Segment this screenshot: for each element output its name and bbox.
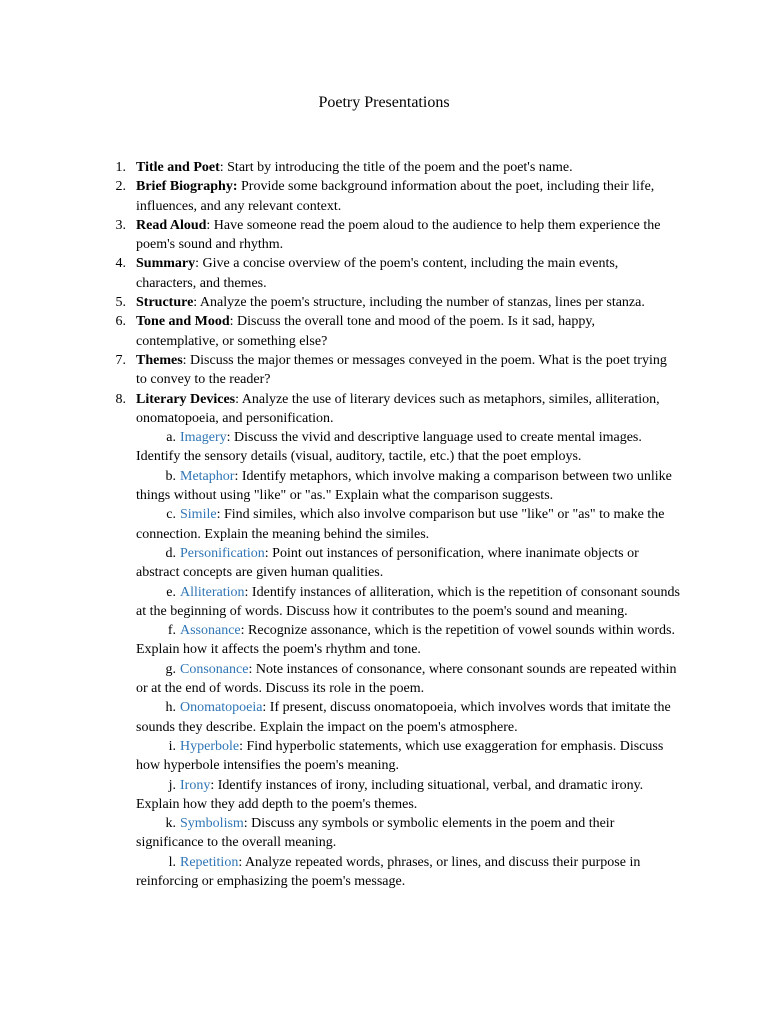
sub-item-text: : Discuss the vivid and descriptive language used to create mental images. Identify the sensory details (visual, auditory, tactile, etc.) that the poet employs. bbox=[136, 430, 642, 465]
item-text: : Discuss the overall tone and mood of the poem. Is it sad, happy, contemplative, or something else? bbox=[136, 314, 595, 349]
item-number: 1. bbox=[115, 160, 126, 175]
item-term: Title and Poet bbox=[136, 160, 220, 175]
sub-item-letter: a. bbox=[166, 430, 176, 446]
sub-item-letter: k. bbox=[165, 816, 176, 832]
sub-list-item bbox=[0, 698, 768, 737]
item-term: Literary Devices bbox=[136, 391, 236, 407]
sub-item-term: Metaphor bbox=[180, 468, 235, 484]
item-term: Summary bbox=[136, 256, 196, 272]
sub-item-text: : Analyze repeated words, phrases, or lines, and discuss their purpose in reinforcing or emphasizing the poem's message. bbox=[136, 854, 641, 889]
item-text: : Discuss the major themes or messages conveyed in the poem. What is the poet trying to convey to the reader? bbox=[136, 352, 667, 388]
sub-list-item bbox=[0, 737, 768, 776]
item-number: 2. bbox=[115, 179, 126, 195]
sub-item-text: : Discuss any symbols or symbolic elements in the poem and their significance to the overall meaning. bbox=[136, 816, 615, 851]
sub-list-item bbox=[0, 428, 768, 467]
sub-item-text: : Recognize assonance, which is the repetition of vowel sounds within words. Explain how it affects the poem's rhythm and tone. bbox=[136, 623, 675, 658]
sub-list-item bbox=[0, 583, 768, 622]
sub-item-term: Repetition bbox=[180, 854, 239, 870]
sub-item-text: : Note instances of consonance, where consonant sounds are repeated within or at the end of words. Discuss its role in the poem. bbox=[136, 661, 677, 697]
item-number: 7. bbox=[115, 352, 126, 368]
sub-item-letter: j. bbox=[168, 777, 176, 793]
sub-item-text: : Find hyperbolic statements, which use exaggeration for emphasis. Discuss how hyperbole intensifies the poem's meaning. bbox=[136, 738, 664, 774]
item-number: 5. bbox=[115, 295, 126, 311]
sub-item-term: Imagery bbox=[180, 430, 227, 446]
item-text: : Start by introducing the title of the poem and the poet's name. bbox=[219, 160, 573, 175]
page-title: Poetry Presentations bbox=[318, 94, 450, 111]
sub-item-letter: f. bbox=[167, 623, 176, 639]
sub-list-item bbox=[0, 853, 768, 892]
item-text: : Analyze the poem's structure, including the number of stanzas, lines per stanza. bbox=[193, 295, 645, 311]
sub-item-text: : Point out instances of personification, where inanimate objects or abstract concepts are given human qualities. bbox=[136, 545, 639, 581]
sub-list-item bbox=[0, 660, 768, 699]
list-item bbox=[0, 216, 768, 255]
presentation-steps-list bbox=[0, 158, 768, 891]
sub-list-item bbox=[0, 621, 768, 660]
sub-item-term: Symbolism bbox=[180, 816, 244, 832]
list-item bbox=[0, 158, 768, 177]
sub-item-letter: b. bbox=[165, 468, 176, 484]
sub-item-letter: h. bbox=[165, 700, 176, 716]
sub-item-text: : Identify instances of alliteration, which is the repetition of consonant sounds at the beginning of words. Discuss how it contributes to the poem's sound and meaning. bbox=[136, 584, 681, 619]
item-term: Read Aloud bbox=[136, 217, 207, 233]
sub-item-text: : Identify metaphors, which involve making a comparison between two unlike things without using "like" or "as." Explain what the comparison suggests. bbox=[136, 468, 672, 504]
list-item bbox=[0, 390, 768, 429]
item-number: 3. bbox=[115, 217, 126, 233]
sub-item-letter: e. bbox=[166, 584, 176, 600]
item-term: Themes bbox=[136, 352, 183, 368]
sub-item-letter: d. bbox=[165, 545, 176, 561]
sub-item-term: Simile bbox=[180, 507, 217, 523]
sub-item-term: Hyperbole bbox=[180, 738, 240, 754]
sub-item-term: Onomatopoeia bbox=[180, 700, 263, 716]
sub-item-term: Assonance bbox=[180, 623, 241, 639]
item-text: Provide some background information about the poet, including their life, influences, and any relevant context. bbox=[136, 179, 655, 214]
item-number: 4. bbox=[115, 256, 126, 272]
list-item bbox=[0, 293, 768, 312]
sub-list-item bbox=[0, 776, 768, 815]
sub-item-letter: i. bbox=[168, 738, 176, 754]
sub-item-term: Consonance bbox=[180, 661, 249, 677]
item-term: Structure bbox=[136, 295, 194, 311]
sub-list-item bbox=[0, 814, 768, 853]
item-text: : Analyze the use of literary devices such as metaphors, similes, alliteration, onomatopoeia, and personification. bbox=[136, 391, 660, 426]
list-item bbox=[0, 254, 768, 293]
sub-item-term: Alliteration bbox=[180, 584, 245, 600]
sub-item-text: : Find similes, which also involve comparison but use "like" or "as" to make the connection. Explain the meaning behind the similes. bbox=[136, 507, 665, 542]
sub-item-text: : If present, discuss onomatopoeia, which involves words that imitate the sounds they describe. Explain the impact on the poem's atmosphere. bbox=[136, 700, 671, 735]
sub-item-term: Personification bbox=[180, 545, 265, 561]
item-text: : Give a concise overview of the poem's content, including the main events, characters, and themes. bbox=[136, 256, 619, 291]
item-term: Tone and Mood bbox=[136, 314, 230, 330]
list-item bbox=[0, 312, 768, 351]
item-term: Brief Biography: bbox=[136, 179, 238, 195]
item-text: : Have someone read the poem aloud to the audience to help them experience the poem's sound and rhythm. bbox=[136, 217, 661, 253]
sub-list-item bbox=[0, 467, 768, 506]
sub-item-term: Irony bbox=[180, 777, 211, 793]
item-number: 6. bbox=[115, 314, 126, 330]
sub-item-text: : Identify instances of irony, including situational, verbal, and dramatic irony. Explain how they add depth to the poem's themes. bbox=[136, 777, 644, 812]
item-number: 8. bbox=[115, 391, 126, 407]
sub-item-letter: l. bbox=[168, 854, 176, 870]
sub-list-item bbox=[0, 544, 768, 583]
list-item bbox=[0, 351, 768, 390]
list-item bbox=[0, 177, 768, 216]
sub-list-item bbox=[0, 505, 768, 544]
sub-item-letter: c. bbox=[166, 507, 176, 523]
sub-item-letter: g. bbox=[165, 661, 176, 677]
